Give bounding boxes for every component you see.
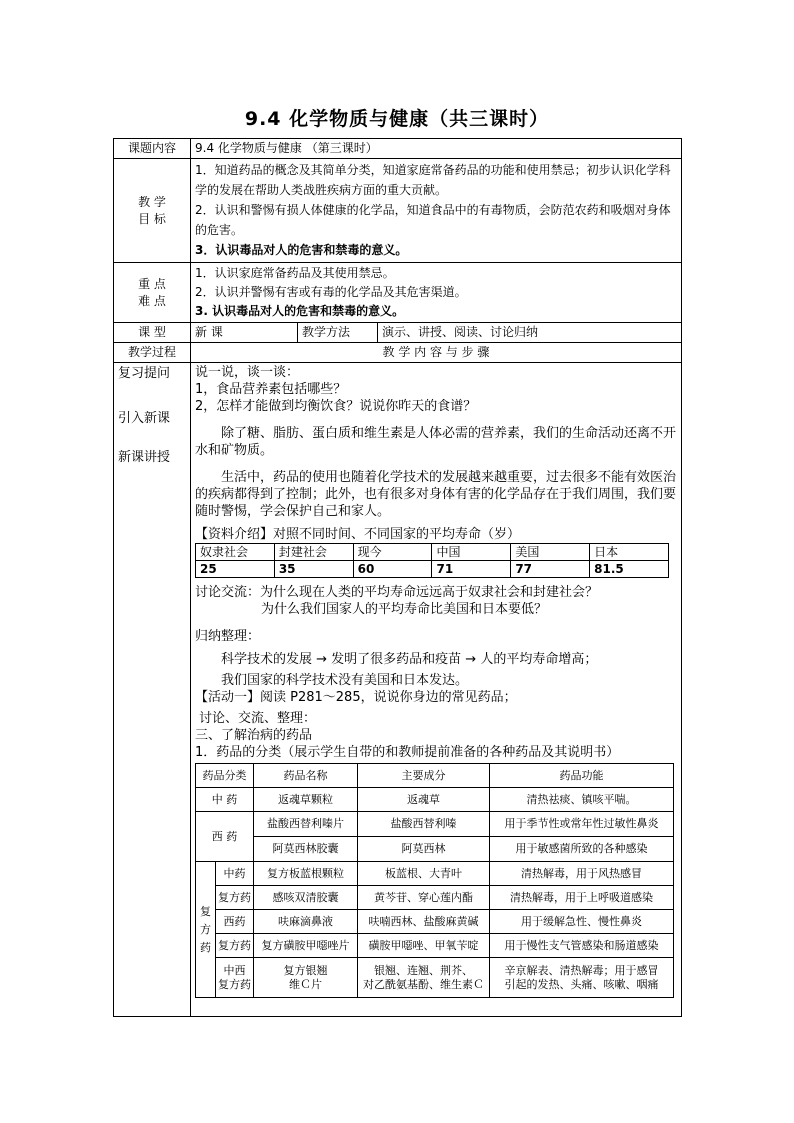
drug-row-8-composition [358, 958, 490, 998]
summary-1: 科学技术的发展 → 发明了很多药品和疫苗 → 人的平均寿命增高； [221, 652, 598, 667]
drug-header-composition: 主要成分 [358, 764, 490, 788]
drug-row-1-name: 返魂草颗粒 [254, 788, 358, 812]
discuss-2: 为什么我们国家人的平均寿命比美国和日本要低？ [261, 602, 548, 617]
type-label: 课 型 [114, 323, 191, 343]
drug-row-4-function: 清热解毒，用于风热感冒 [490, 862, 674, 886]
drug-row-8-func-1: 辛京解表、清热解毒；用于感冒 [504, 963, 659, 977]
drug-header-category: 药品分类 [196, 764, 254, 788]
question-1: 1，食品营养素包括哪些？ [195, 382, 347, 397]
compound-char-3: 药 [200, 940, 211, 954]
life-header-usa: 美国 [511, 544, 590, 561]
drug-row-6-function: 用于缓解急性、慢性鼻炎 [490, 910, 674, 934]
goals-label [114, 159, 191, 263]
drug-row-7-subcategory: 复方药 [216, 934, 254, 958]
drug-row-8-name-2: 维Ｃ片 [289, 977, 322, 991]
lesson-plan-table [113, 138, 682, 1017]
key-label [114, 263, 191, 323]
classification-heading: 1．药品的分类（展示学生自带的和教师提前准备的各种药品及其说明书） [195, 745, 620, 760]
process-value: 教 学 内 容 与 步 骤 [191, 343, 682, 363]
life-value-feudal: 35 [274, 561, 353, 578]
life-header-slave: 奴隶社会 [196, 544, 275, 561]
page-title: 9.4 化学物质与健康（共三课时） [244, 108, 550, 130]
drug-row-1-function: 清热祛痰、镇咳平喘。 [490, 788, 674, 812]
drug-row-2-function: 用于季节性或常年性过敏性鼻炎 [490, 812, 674, 837]
goals-content [191, 159, 682, 263]
life-value-usa: 77 [511, 561, 590, 578]
life-header-feudal: 封建社会 [274, 544, 353, 561]
drug-row-4-subcategory: 中药 [216, 862, 254, 886]
compound-drug-category [196, 862, 216, 998]
review-label: 复习提问 [118, 366, 171, 381]
life-value-china: 71 [432, 561, 511, 578]
drug-row-6-name: 呋麻滴鼻液 [254, 910, 358, 934]
life-header-now: 现今 [353, 544, 432, 561]
life-expectancy-table [195, 543, 669, 578]
drug-row-8-func-2: 引起的发热、头痛、咳嗽、咽痛 [504, 977, 659, 991]
compound-char-1: 复 [200, 904, 211, 918]
talk-text: 说一说，谈一谈： [195, 365, 300, 380]
key-label-1: 重 点 [138, 276, 166, 291]
drug-row-6-subcategory: 西药 [216, 910, 254, 934]
drug-row-1-category: 中 药 [196, 788, 254, 812]
drug-row-4-name: 复方板蓝根颗粒 [254, 862, 358, 886]
drug-row-3-function: 用于敏感菌所致的各种感染 [490, 837, 674, 862]
goal-3: 3．认识毒品对人的危害和禁毒的意义。 [195, 243, 408, 257]
drug-row-8-sub-1: 中西 [223, 963, 246, 977]
question-2: 2，怎样才能做到均衡饮食？说说你昨天的食谱？ [195, 399, 477, 414]
goal-1: 1．知道药品的概念及其简单分类，知道家庭常备药品的功能和使用禁忌；初步认识化学科学的发展在帮助人类战胜疾病方面的重大贡献。 [195, 163, 671, 197]
drug-row-5-name: 感咳双清胶囊 [254, 886, 358, 910]
method-value: 演示、讲授、阅读、讨论归纳 [378, 323, 682, 343]
intro-label: 引入新课 [118, 411, 171, 426]
goals-label-1: 教 学 [138, 194, 166, 209]
drug-row-3-composition: 阿莫西林 [358, 837, 490, 862]
drug-row-7-name: 复方磺胺甲噁唑片 [254, 934, 358, 958]
process-sidebar [114, 363, 191, 1017]
info-heading: 【资料介绍】对照不同时间、不同国家的平均寿命（岁） [195, 527, 521, 542]
drug-row-2-composition: 盐酸西替利嗪 [358, 812, 490, 837]
drug-row-8-subcategory [216, 958, 254, 998]
life-header-china: 中国 [432, 544, 511, 561]
drug-row-4-composition: 板蓝根、大青叶 [358, 862, 490, 886]
drug-row-5-subcategory: 复方药 [216, 886, 254, 910]
drug-row-2-name: 盐酸西替利嗪片 [254, 812, 358, 837]
drug-header-name: 药品名称 [254, 764, 358, 788]
drug-row-5-composition: 黄芩苷、穿心莲内酯 [358, 886, 490, 910]
type-value: 新 课 [191, 323, 298, 343]
drug-row-8-name [254, 958, 358, 998]
summary-2: 我们国家的科学技术没有美国和日本发达。 [221, 673, 469, 688]
activity-1: 【活动一】阅读 P281～285，说说你身边的常见药品； [195, 690, 517, 705]
activity-2: 讨论、交流、整理： [199, 711, 317, 726]
goal-2: 2．认识和警惕有损人体健康的化学品，知道食品中的有毒物质，会防范农药和吸烟对身体的危害。 [195, 203, 671, 237]
drug-row-2-category: 西 药 [196, 812, 254, 862]
drug-row-8-function [490, 958, 674, 998]
goals-label-2: 目 标 [138, 211, 166, 226]
key-2: 2．认识并警惕有害或有毒的化学品及其危害渠道。 [195, 285, 467, 299]
drug-row-8-comp-1: 银翘、连翘、荆芥、 [374, 963, 473, 977]
compound-char-2: 方 [200, 922, 211, 936]
section-3-heading: 三、了解治病的药品 [195, 728, 313, 743]
drug-header-function: 药品功能 [490, 764, 674, 788]
lecture-paragraph: 生活中，药品的使用也随着化学技术的发展越来越重要，过去很多不能有效医治的疾病都得到了控制；此外，也有很多对身体有害的化学品存在于我们周围，我们要随时警惕，学会保护自己和家人。 [195, 470, 677, 519]
life-value-slave: 25 [196, 561, 275, 578]
drug-row-8-name-1: 复方银翘 [283, 963, 328, 977]
drug-row-7-composition: 磺胺甲噁唑、甲氧苄啶 [358, 934, 490, 958]
key-label-2: 难 点 [138, 293, 166, 308]
drug-row-8-sub-2: 复方药 [218, 977, 251, 991]
topic-label: 课题内容 [114, 139, 191, 159]
discuss-1: 讨论交流：为什么现在人类的平均寿命远远高于奴隶社会和封建社会？ [195, 585, 599, 600]
life-value-japan: 81.5 [590, 561, 669, 578]
process-label: 教学过程 [114, 343, 191, 363]
summary-heading: 归纳整理： [195, 629, 261, 644]
lecture-label: 新课讲授 [118, 450, 171, 465]
method-label: 教学方法 [298, 323, 378, 343]
life-value-now: 60 [353, 561, 432, 578]
intro-paragraph: 除了糖、脂肪、蛋白质和维生素是人体必需的营养素，我们的生命活动还离不开水和矿物质。 [195, 426, 677, 458]
key-content [191, 263, 682, 323]
key-3: 3. 认识毒品对人的危害和禁毒的意义。 [195, 304, 405, 318]
drug-row-7-function: 用于慢性支气管感染和肠道感染 [490, 934, 674, 958]
drug-classification-table [195, 763, 674, 998]
topic-value: 9.4 化学物质与健康 （第三课时） [191, 139, 682, 159]
drug-row-1-composition: 返魂草 [358, 788, 490, 812]
key-1: 1．认识家庭常备药品及其使用禁忌。 [195, 266, 395, 280]
drug-row-5-function: 清热解毒，用于上呼吸道感染 [490, 886, 674, 910]
drug-row-6-composition: 呋喃西林、盐酸麻黄碱 [358, 910, 490, 934]
life-header-japan: 日本 [590, 544, 669, 561]
process-content [191, 363, 682, 1017]
drug-row-3-name: 阿莫西林胶囊 [254, 837, 358, 862]
drug-row-8-comp-2: 对乙酰氨基酚、维生素Ｃ [363, 977, 484, 991]
